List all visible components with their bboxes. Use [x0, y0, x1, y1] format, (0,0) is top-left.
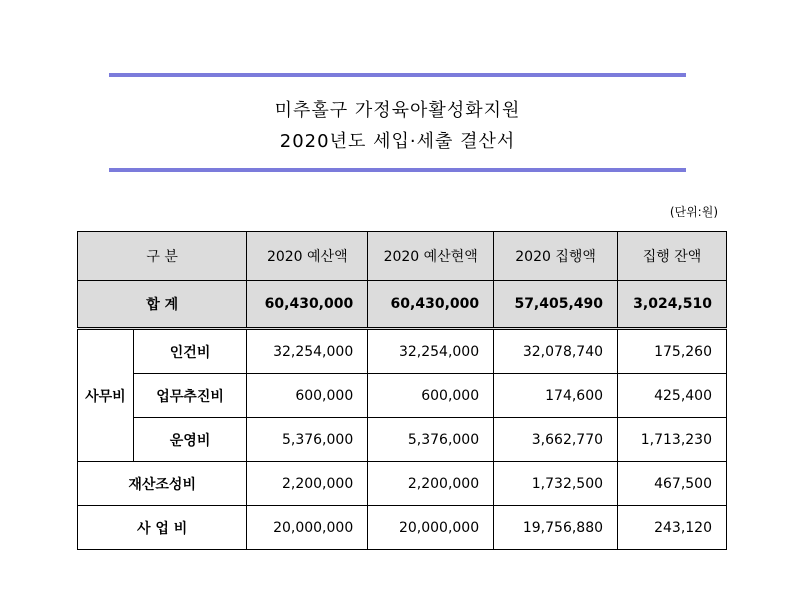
header-category: 구 분: [78, 232, 247, 281]
unit-label: (단위:원): [669, 205, 718, 219]
row-current-budget: 600,000: [368, 374, 494, 418]
total-label: 합 계: [78, 281, 247, 329]
table-row: [78, 506, 727, 550]
row-budget: 5,376,000: [247, 418, 368, 462]
group-label: 사무비: [78, 329, 134, 462]
row-current-budget: 5,376,000: [368, 418, 494, 462]
row-label: 재산조성비: [78, 462, 247, 506]
row-executed: 3,662,770: [494, 418, 618, 462]
table-row: [78, 462, 727, 506]
row-balance: 1,713,230: [618, 418, 727, 462]
total-executed: 57,405,490: [494, 281, 618, 329]
row-balance: 467,500: [618, 462, 727, 506]
header-budget: 2020 예산액: [247, 232, 368, 281]
document-title-line2: 2020년도 세입·세출 결산서: [279, 131, 516, 152]
row-label: 인건비: [133, 329, 247, 374]
document-title-line1: 미추홀구 가정육아활성화지원: [274, 100, 521, 121]
row-executed: 19,756,880: [494, 506, 618, 550]
row-executed: 1,732,500: [494, 462, 618, 506]
total-row: [78, 281, 727, 329]
row-balance: 175,260: [618, 329, 727, 374]
header-row: [78, 232, 727, 281]
row-current-budget: 20,000,000: [368, 506, 494, 550]
row-executed: 32,078,740: [494, 329, 618, 374]
row-budget: 32,254,000: [247, 329, 368, 374]
header-current-budget: 2020 예산현액: [368, 232, 494, 281]
header-balance: 집행 잔액: [618, 232, 727, 281]
total-budget: 60,430,000: [247, 281, 368, 329]
table-row: [78, 329, 727, 374]
row-balance: 425,400: [618, 374, 727, 418]
title-top-rule: [109, 73, 686, 77]
total-current-budget: 60,430,000: [368, 281, 494, 329]
row-balance: 243,120: [618, 506, 727, 550]
row-budget: 600,000: [247, 374, 368, 418]
table-row: [78, 418, 727, 462]
header-executed: 2020 집행액: [494, 232, 618, 281]
row-current-budget: 32,254,000: [368, 329, 494, 374]
table-row: [78, 374, 727, 418]
row-label: 업무추진비: [133, 374, 247, 418]
row-executed: 174,600: [494, 374, 618, 418]
row-label: 운영비: [133, 418, 247, 462]
row-budget: 2,200,000: [247, 462, 368, 506]
row-current-budget: 2,200,000: [368, 462, 494, 506]
settlement-table: [77, 231, 727, 550]
title-bottom-rule: [109, 168, 686, 172]
row-label: 사 업 비: [78, 506, 247, 550]
row-budget: 20,000,000: [247, 506, 368, 550]
total-balance: 3,024,510: [618, 281, 727, 329]
